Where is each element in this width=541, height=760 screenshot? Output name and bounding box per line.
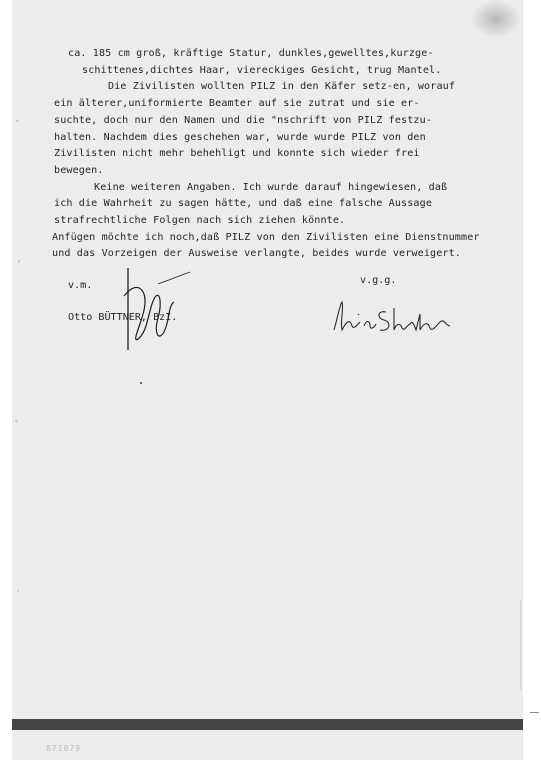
scan-speck	[520, 600, 521, 690]
text-line: schittenes,dichtes Haar, viereckiges Gesicht, trug Mantel.	[82, 64, 442, 76]
scan-smudge	[471, 0, 521, 38]
officer-signature	[118, 266, 198, 356]
document-body	[52, 46, 524, 263]
text-line: Anfügen möchte ich noch,daß PILZ von den Zivilisten eine Dienstnummer	[52, 231, 480, 243]
text-line: halten. Nachdem dies geschehen war, wurde wurde PILZ von den	[54, 131, 426, 143]
scan-speck	[17, 590, 19, 592]
text-line: Zivilisten nicht mehr behehligt und konnte sich wieder frei	[54, 148, 420, 160]
text-line: bewegen.	[54, 164, 104, 176]
text-line: suchte, doch nur den Namen und die "nschrift von PILZ festzu-	[54, 114, 433, 126]
scan-speck	[16, 120, 19, 122]
text-line: ca. 185 cm groß, kräftige Statur, dunkles,gewelltes,kurzge-	[68, 48, 434, 59]
scan-speck	[15, 420, 18, 422]
scan-speck	[18, 260, 20, 263]
read-approved-label: v.g.g.	[360, 275, 397, 286]
scan-bottom-edge	[12, 719, 523, 730]
text-line: und das Vorzeigen der Ausweise verlangte, beides wurde verweigert.	[52, 248, 461, 260]
archive-stamp: 871079	[46, 744, 81, 753]
witness-signature	[330, 296, 460, 338]
text-line: ein älterer,uniformierte Beamter auf sie zutrat und sie er-	[54, 98, 420, 110]
page-left-margin	[0, 0, 12, 760]
text-line: ich die Wahrheit zu sagen hätte, und daß eine falsche Aussage	[54, 198, 433, 210]
text-line: Die Zivilisten wollten PILZ in den Käfer setz-en, worauf	[108, 81, 456, 93]
scan-edge-mark	[530, 712, 539, 713]
ink-dot	[140, 382, 142, 384]
officer-name: Otto BÜTTNER, BzI.	[68, 312, 178, 323]
witness-label: v.m.	[68, 280, 93, 291]
text-line: Keine weiteren Angaben. Ich wurde darauf hingewiesen, daß	[94, 181, 448, 193]
text-line: strafrechtliche Folgen nach sich ziehen könnte.	[54, 215, 346, 227]
